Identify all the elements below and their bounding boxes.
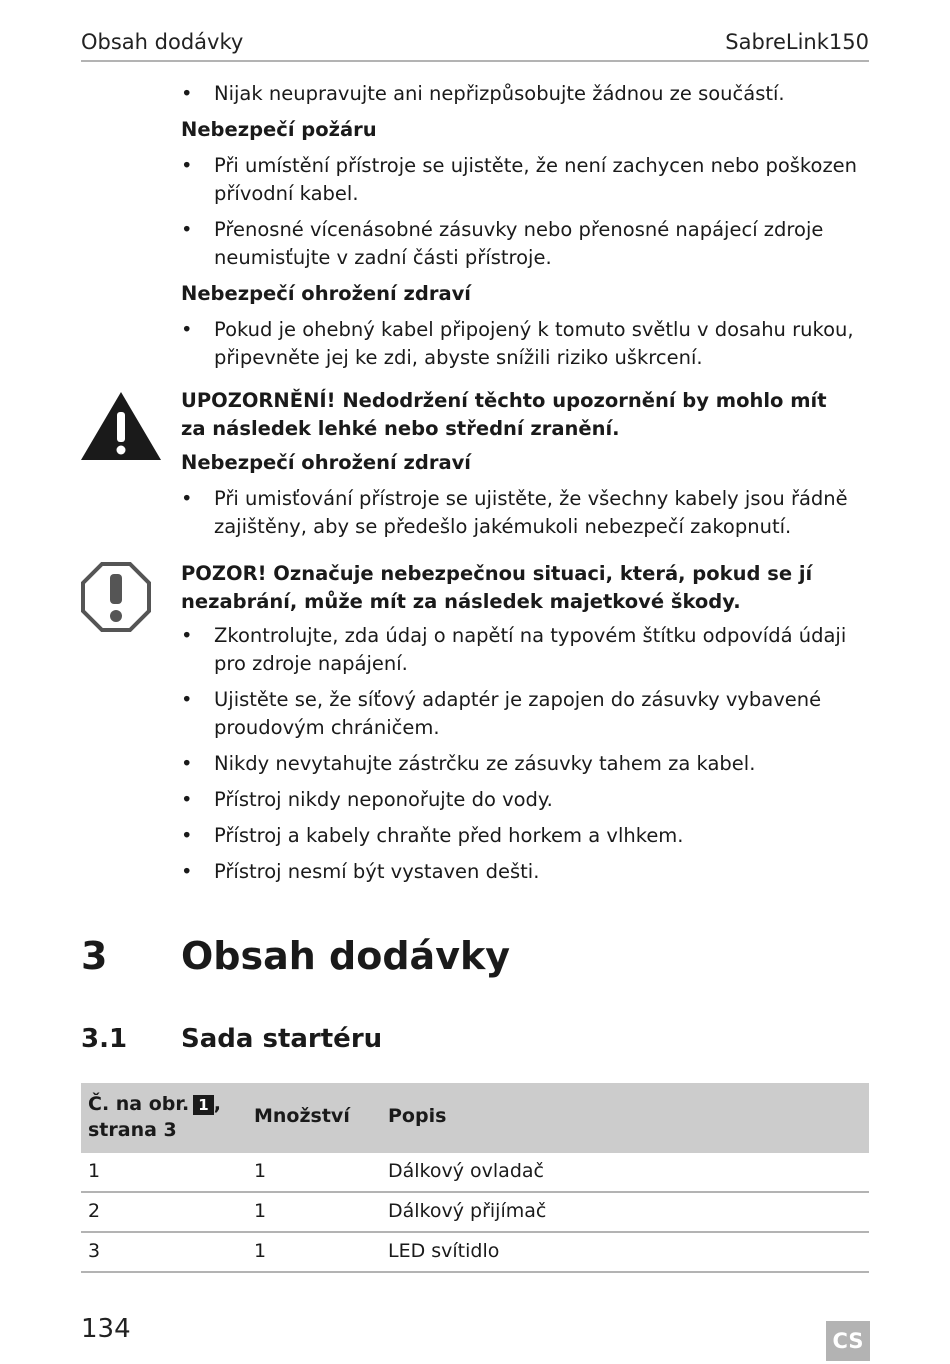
- list-item: • Při umístění přístroje se ujistěte, že není zachycen nebo poškozen přívodní kabel.: [181, 154, 858, 205]
- cell-number: 3: [88, 1240, 101, 1262]
- table-row: [81, 1153, 869, 1193]
- subsection-number: 3.1: [81, 1024, 128, 1054]
- fire-hazard-heading: Nebezpečí požáru: [181, 118, 377, 141]
- list-item: • Přenosné vícenásobné zásuvky nebo přenosné napájecí zdroje neumisťujte v zadní části přístroje.: [181, 218, 824, 269]
- list-item: • Pokud je ohebný kabel připojený k tomuto světlu v dosahu rukou, připevněte jej ke zdi, abyste snížili riziko uškrcení.: [181, 318, 854, 369]
- cell-quantity: 1: [254, 1160, 267, 1182]
- caution-octagon-icon: [80, 561, 152, 633]
- header-product-name: SabreLink150: [725, 30, 869, 54]
- list-item: • Ujistěte se, že síťový adaptér je zapojen do zásuvky vybavené proudovým chráničem.: [181, 688, 822, 739]
- header-figure-number: Č. na obr. 1 , strana 3: [88, 1093, 221, 1141]
- list-item: • Při umisťování přístroje se ujistěte, že všechny kabely jsou řádně zajištěny, aby se předešlo jakémukoli nebezpečí zakopnutí.: [181, 487, 848, 538]
- table-header: [81, 1083, 869, 1153]
- health-hazard-heading: Nebezpečí ohrožení zdraví: [181, 282, 471, 305]
- list-item: • Přístroj nikdy neponořujte do vody.: [181, 788, 553, 811]
- header-quantity: Množství: [254, 1105, 350, 1127]
- list-item: • Zkontrolujte, zda údaj o napětí na typovém štítku odpovídá údaji pro zdroje napájení.: [181, 624, 847, 675]
- cell-description: Dálkový ovladač: [388, 1160, 544, 1182]
- caution-title: POZOR! Označuje nebezpečnou situaci, která, pokud se jí nezabrání, může mít za následek majetkové škody.: [181, 562, 813, 613]
- cell-quantity: 1: [254, 1200, 267, 1222]
- cell-description: LED svítidlo: [388, 1240, 500, 1262]
- safety-section-fire: [181, 80, 871, 380]
- table-row: [81, 1193, 869, 1233]
- list-item: • Přístroj a kabely chraňte před horkem a vlhkem.: [181, 824, 684, 847]
- table-row: [81, 1233, 869, 1273]
- header-description: Popis: [388, 1105, 447, 1127]
- header-section-title: Obsah dodávky: [81, 30, 244, 54]
- figure-reference-badge: 1: [193, 1095, 213, 1115]
- cell-quantity: 1: [254, 1240, 267, 1262]
- list-item: • Nijak neupravujte ani nepřizpůsobujte žádnou ze součástí.: [181, 82, 785, 105]
- warning-title: UPOZORNĚNÍ! Nedodržení těchto upozornění by mohlo mít za následek lehké nebo střední zranění.: [181, 389, 827, 440]
- warning-triangle-icon: [80, 390, 162, 462]
- cell-number: 2: [88, 1200, 101, 1222]
- cell-number: 1: [88, 1160, 101, 1182]
- delivery-contents-table: [81, 1083, 869, 1273]
- section-title: Obsah dodávky: [181, 934, 511, 978]
- list-item: • Nikdy nevytahujte zástrčku ze zásuvky tahem za kabel.: [181, 752, 756, 775]
- section-number: 3: [81, 934, 108, 978]
- caution-section: [181, 560, 871, 894]
- health-hazard-heading: Nebezpečí ohrožení zdraví: [181, 451, 471, 474]
- subsection-title: Sada startéru: [181, 1024, 383, 1054]
- language-badge: CS: [826, 1321, 870, 1361]
- page-number: 134: [81, 1314, 131, 1344]
- page-header: [81, 28, 869, 62]
- cell-description: Dálkový přijímač: [388, 1200, 547, 1222]
- list-item: • Přístroj nesmí být vystaven dešti.: [181, 860, 540, 883]
- warning-section: [181, 387, 871, 549]
